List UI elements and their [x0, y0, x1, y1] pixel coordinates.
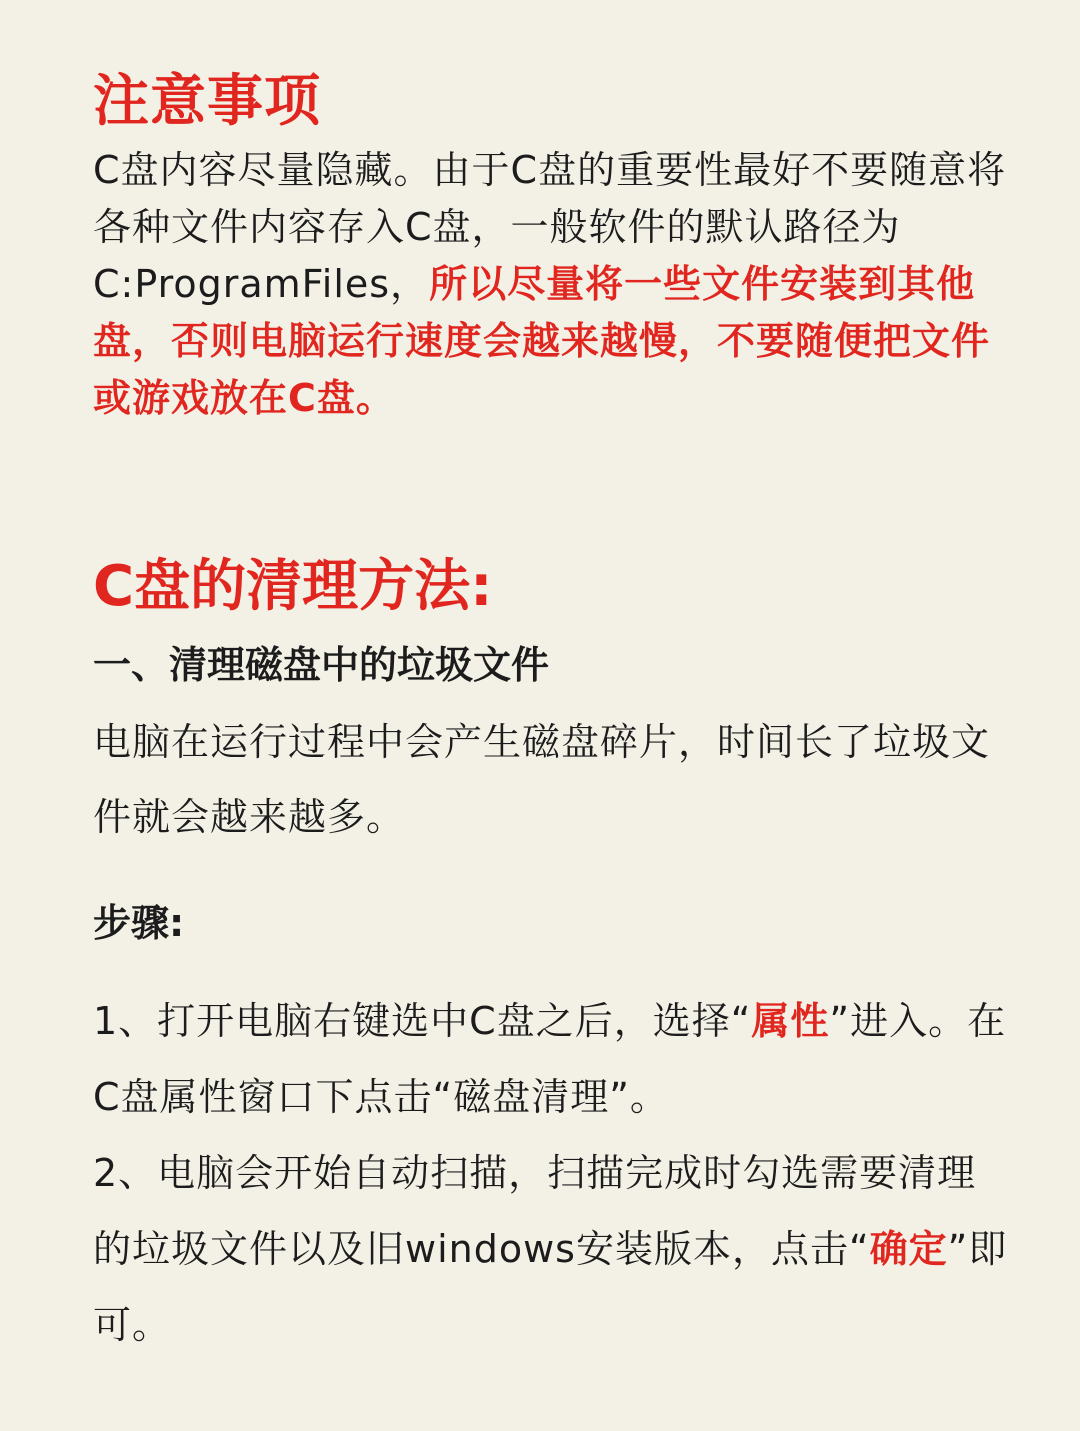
- step-1-highlight: 属性: [751, 999, 830, 1043]
- steps-label: 步骤:: [93, 901, 185, 945]
- notice-text-plain: C盘内容尽量隐藏。由于C盘的重要性最好不要随意将各种文件内容存入C盘，一般软件的默认路径为C:ProgramFiles，: [93, 148, 1007, 306]
- step-2: [93, 1135, 1010, 1363]
- step-2-text-before: 2、电脑会开始自动扫描，扫描完成时勾选需要清理的垃圾文件以及旧windows安装版本，点击“: [93, 1151, 977, 1271]
- notice-text-highlight: 所以尽量将一些文件安装到其他盘，否则电脑运行速度会越来越慢，不要随便把文件或游戏放在C盘。: [93, 262, 991, 420]
- method1-heading: 一、清理磁盘中的垃圾文件: [93, 643, 550, 687]
- method1-description: 电脑在运行过程中会产生磁盘碎片，时间长了垃圾文件就会越来越多。: [93, 720, 991, 839]
- step-1-text-before: 1、打开电脑右键选中C盘之后，选择“: [93, 999, 752, 1043]
- cleanup-title: C盘的清理方法:: [93, 554, 493, 619]
- step-1-text-after: ”进入。在C盘属性窗口下点击“磁盘清理”。: [93, 999, 1007, 1119]
- notice-title: 注意事项: [93, 69, 321, 134]
- step-1: [93, 983, 1010, 1135]
- notice-paragraph: [93, 142, 1010, 427]
- step-2-text-after: ”即可。: [93, 1227, 1008, 1347]
- step-2-highlight: 确定: [869, 1227, 948, 1271]
